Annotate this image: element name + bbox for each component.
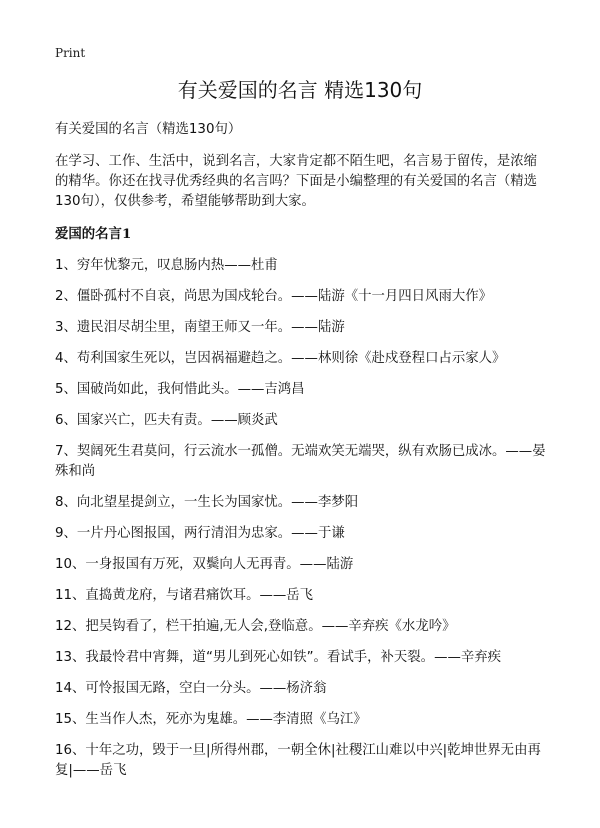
quote-item: 6、国家兴亡，匹夫有责。——顾炎武 [55,413,278,428]
section-heading: 爱国的名言1 [55,226,132,242]
page-title: 有关爱国的名言 精选130句 [177,78,423,102]
quote-list [55,256,550,781]
quote-item: 10、一身报国有万死，双鬓向人无再青。——陆游 [55,557,354,572]
intro-paragraph: 在学习、工作、生活中，说到名言，大家肯定都不陌生吧，名言易于留传，是浓缩的精华。你还在找寻优秀经典的名言吗？下面是小编整理的有关爱国的名言（精选130句），仅供参考，希望能够帮助到大家。 [55,154,538,209]
quote-item: 5、国破尚如此，我何惜此头。——吉鸿昌 [55,382,305,397]
quote-item: 14、可怜报国无路，空白一分头。——杨济翁 [55,681,327,696]
document-body [55,120,550,792]
quote-item: 15、生当作人杰，死亦为鬼雄。——李清照《乌江》 [55,712,367,727]
document-subtitle: 有关爱国的名言（精选130句） [55,122,242,137]
print-link[interactable]: Print [55,46,86,60]
quote-item: 3、遗民泪尽胡尘里，南望王师又一年。——陆游 [55,320,345,335]
quote-item: 7、契阔死生君莫问，行云流水一孤僧。无端欢笑无端哭，纵有欢肠已成冰。——晏殊和尚 [55,444,546,479]
quote-item: 4、苟利国家生死以，岂因祸福避趋之。——林则徐《赴戍登程口占示家人》 [55,351,506,366]
quote-item: 12、把吴钩看了，栏干拍遍,无人会,登临意。——辛弃疾《水龙吟》 [55,619,456,634]
quote-item: 13、我最怜君中宵舞，道“男儿到死心如铁”。看试手，补天裂。——辛弃疾 [55,650,502,665]
quote-item: 9、一片丹心图报国，两行清泪为忠家。——于谦 [55,526,345,541]
quote-item: 16、十年之功，毁于一旦|所得州郡，一朝全休|社稷江山难以中兴|乾坤世界无由再复|——岳飞 [55,743,541,778]
quote-item: 11、直捣黄龙府，与诸君痛饮耳。——岳飞 [55,588,314,603]
quote-item: 1、穷年忧黎元，叹息肠内热——杜甫 [55,258,278,273]
quote-item: 2、僵卧孤村不自哀，尚思为国戍轮台。——陆游《十一月四日风雨大作》 [55,289,493,304]
quote-item: 8、向北望星提剑立，一生长为国家忧。——李梦阳 [55,495,359,510]
